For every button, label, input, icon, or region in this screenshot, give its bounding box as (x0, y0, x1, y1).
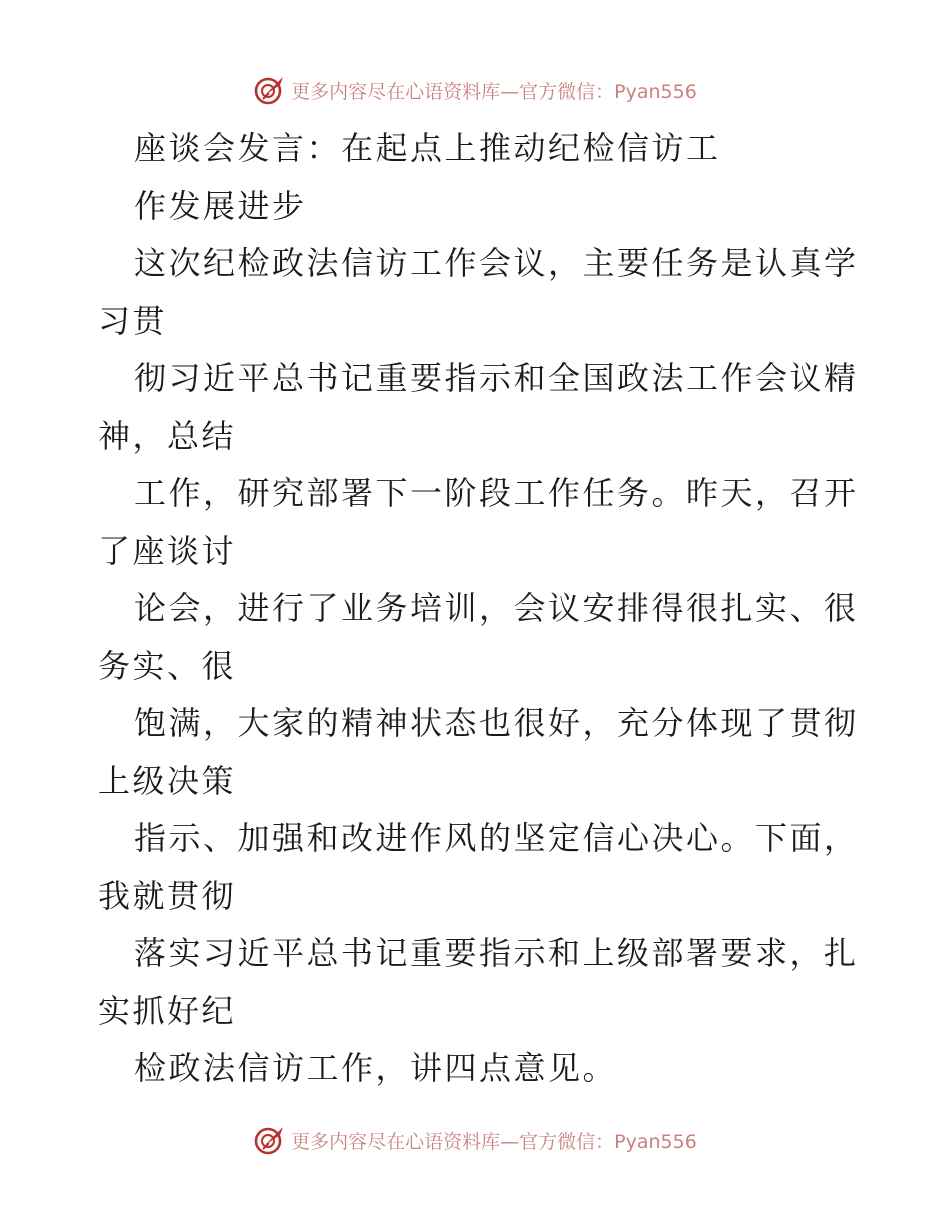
text-line: 作发展进步 (134, 186, 307, 225)
text-line: 务实、很 (98, 646, 237, 685)
header-watermark (0, 70, 950, 110)
watermark-text: 更多内容尽在心语资料库—官方微信：Pyan556 (291, 80, 697, 103)
text-line: 指示、加强和改进作风的坚定信心决心。下面， (134, 819, 859, 857)
text-line: 落实习近平总书记重要指示和上级部署要求，扎 (134, 934, 859, 972)
text-line: 神，总结 (98, 416, 237, 455)
text-line: 习贯 (98, 301, 168, 340)
quill-logo-icon (253, 1123, 287, 1157)
text-line: 实抓好纪 (98, 991, 237, 1030)
footer-watermark (0, 1120, 950, 1160)
text-line: 上级决策 (98, 761, 237, 800)
text-line: 检政法信访工作，讲四点意见。 (134, 1049, 618, 1087)
text-line: 彻习近平总书记重要指示和全国政法工作会议精 (134, 359, 859, 397)
text-line: 工作，研究部署下一阶段工作任务。昨天，召开 (134, 474, 859, 512)
text-line: 这次纪检政法信访工作会议，主要任务是认真学 (134, 244, 859, 282)
document-body (98, 120, 858, 1098)
quill-logo-icon (253, 73, 287, 107)
text-line: 我就贯彻 (98, 876, 237, 915)
text-line: 座谈会发言：在起点上推动纪检信访工 (134, 129, 721, 167)
text-line: 了座谈讨 (98, 531, 237, 570)
text-line: 饱满，大家的精神状态也很好，充分体现了贯彻 (134, 704, 859, 742)
watermark-text: 更多内容尽在心语资料库—官方微信：Pyan556 (291, 1130, 697, 1153)
text-line: 论会，进行了业务培训，会议安排得很扎实、很 (134, 589, 859, 627)
